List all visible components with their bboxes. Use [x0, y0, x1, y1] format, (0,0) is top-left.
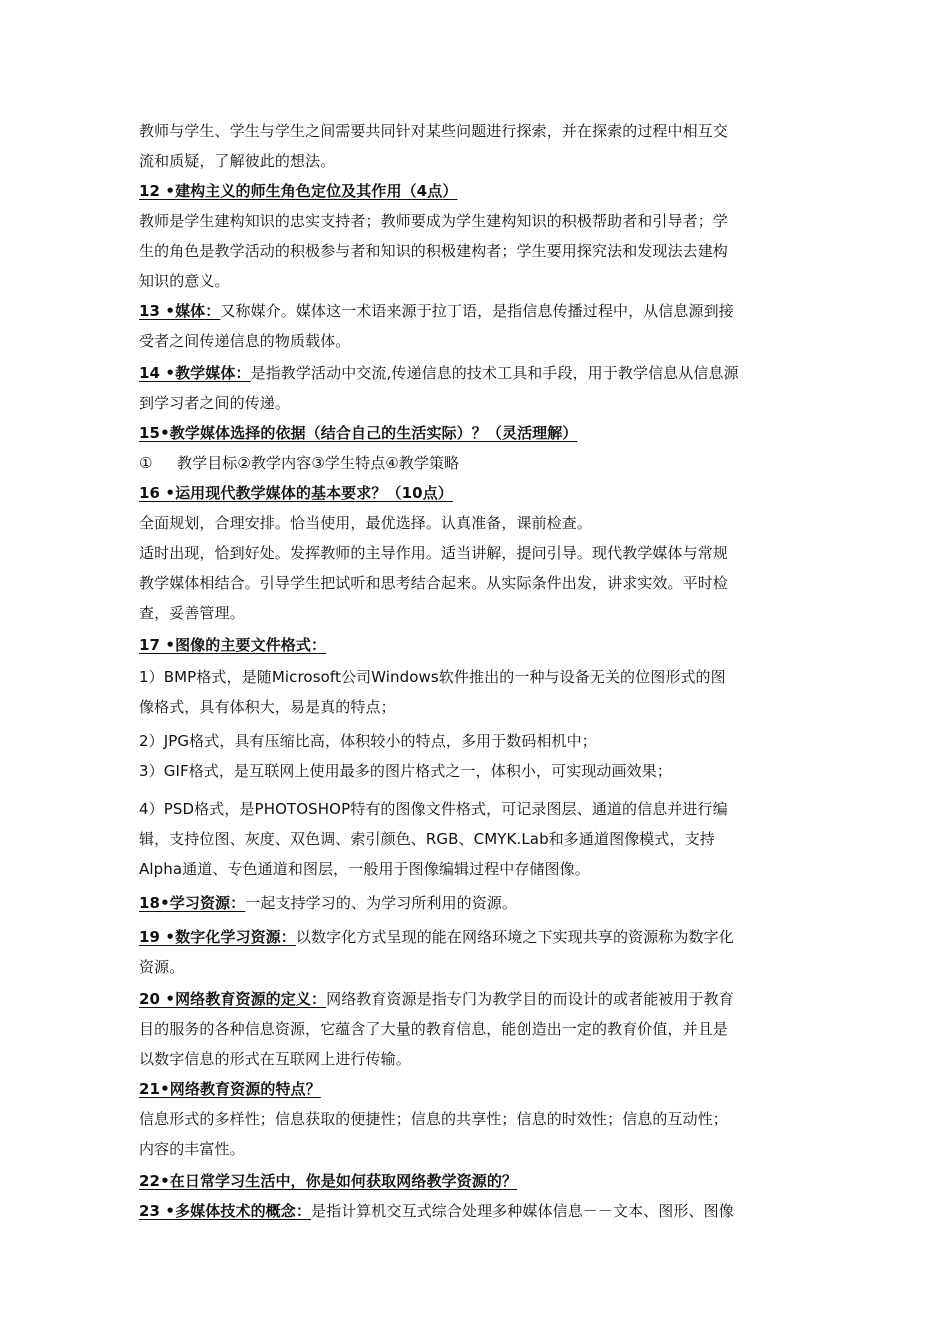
- paragraph-line: 资源。: [139, 958, 185, 976]
- definition-line-19: [139, 922, 819, 952]
- circled-number-bullet: ①: [139, 454, 153, 472]
- section-heading-14: 14 •教学媒体：: [139, 364, 251, 382]
- section-heading-15: 15•教学媒体选择的依据（结合自己的生活实际）？（灵活理解）: [139, 424, 578, 442]
- paragraph-line: 生的角色是教学活动的积极参与者和知识的积极建构者；学生要用探究法和发现法去建构: [139, 242, 728, 260]
- list-item: ① 教学目标②教学内容③学生特点④教学策略: [139, 448, 819, 478]
- section-heading-12: 12 •建构主义的师生角色定位及其作用（4点）: [139, 182, 458, 200]
- definition-text: 是指教学活动中交流,传递信息的技术工具和手段，用于教学信息从信息源: [250, 364, 739, 382]
- list-item: 4）PSD格式，是PHOTOSHOP特有的图像文件格式，可记录图层、通道的信息并进行编: [139, 800, 728, 818]
- section-heading-17: 17 •图像的主要文件格式：: [139, 636, 327, 654]
- paragraph-line: 教师与学生、学生与学生之间需要共同针对某些问题进行探索，并在探索的过程中相互交: [139, 122, 728, 140]
- definition-line-14: [139, 358, 819, 388]
- paragraph-line: 知识的意义。: [139, 272, 230, 290]
- list-item-continuation: 辑，支持位图、灰度、双色调、索引颜色、RGB、CMYK.Lab和多通道图像模式，支持: [139, 830, 715, 848]
- paragraph-line: 内容的丰富性。: [139, 1140, 245, 1158]
- paragraph-line: 受者之间传递信息的物质载体。: [139, 332, 351, 350]
- definition-line-20: [139, 984, 819, 1014]
- definition-text: 一起支持学习的、为学习所利用的资源。: [245, 894, 518, 912]
- section-heading-21: 21•网络教育资源的特点？: [139, 1080, 321, 1098]
- section-heading-16: 16 •运用现代教学媒体的基本要求？（10点）: [139, 484, 453, 502]
- list-item-continuation: 像格式，具有体积大，易是真的特点；: [139, 698, 396, 716]
- definition-text: 以数字化方式呈现的能在网络环境之下实现共享的资源称为数字化: [295, 928, 734, 946]
- list-item-continuation: Alpha通道、专色通道和图层，一般用于图像编辑过程中存储图像。: [139, 860, 590, 878]
- section-heading-23: 23 •多媒体技术的概念：: [139, 1202, 311, 1220]
- paragraph-line: 教师是学生建构知识的忠实支持者；教师要成为学生建构知识的积极帮助者和引导者；学: [139, 212, 728, 230]
- definition-line-23: [139, 1196, 819, 1226]
- section-heading-18: 18•学习资源：: [139, 894, 246, 912]
- definition-text: 是指计算机交互式综合处理多种媒体信息－－文本、图形、图像: [311, 1202, 734, 1220]
- list-item: 2）JPG格式，具有压缩比高，体积较小的特点，多用于数码相机中；: [139, 732, 597, 750]
- section-heading-20: 20 •网络教育资源的定义：: [139, 990, 327, 1008]
- definition-text: 网络教育资源是指专门为教学目的而设计的或者能被用于教育: [326, 990, 734, 1008]
- paragraph-line: 以数字信息的形式在互联网上进行传输。: [139, 1050, 411, 1068]
- definition-text: 又称媒介。媒体这一术语来源于拉丁语，是指信息传播过程中，从信息源到接: [220, 302, 734, 320]
- paragraph-line: 教学媒体相结合。引导学生把试听和思考结合起来。从实际条件出发，讲求实效。平时检: [139, 574, 728, 592]
- paragraph-line: 到学习者之间的传递。: [139, 394, 291, 412]
- paragraph-line: 查，妥善管理。: [139, 604, 245, 622]
- section-heading-22: 22•在日常学习生活中，你是如何获取网络教学资源的？: [139, 1172, 518, 1190]
- definition-line-13: [139, 296, 819, 326]
- paragraph-line: 目的服务的各种信息资源，它蕴含了大量的教育信息，能创造出一定的教育价值，并且是: [139, 1020, 728, 1038]
- document-body: [139, 116, 819, 1226]
- paragraph-line: 全面规划，合理安排。恰当使用，最优选择。认真准备，课前检查。: [139, 514, 593, 532]
- paragraph-line: 信息形式的多样性；信息获取的便捷性；信息的共享性；信息的时效性；信息的互动性；: [139, 1110, 728, 1128]
- list-item: 3）GIF格式，是互联网上使用最多的图片格式之一，体积小，可实现动画效果；: [139, 762, 672, 780]
- paragraph-line: 适时出现，恰到好处。发挥教师的主导作用。适当讲解，提问引导。现代教学媒体与常规: [139, 544, 728, 562]
- section-heading-13: 13 •媒体：: [139, 302, 221, 320]
- paragraph-line: 流和质疑，了解彼此的想法。: [139, 152, 336, 170]
- list-item: 1）BMP格式，是随Microsoft公司Windows软件推出的一种与设备无关的位图形式的图: [139, 668, 726, 686]
- definition-line-18: [139, 888, 819, 918]
- section-heading-19: 19 •数字化学习资源：: [139, 928, 296, 946]
